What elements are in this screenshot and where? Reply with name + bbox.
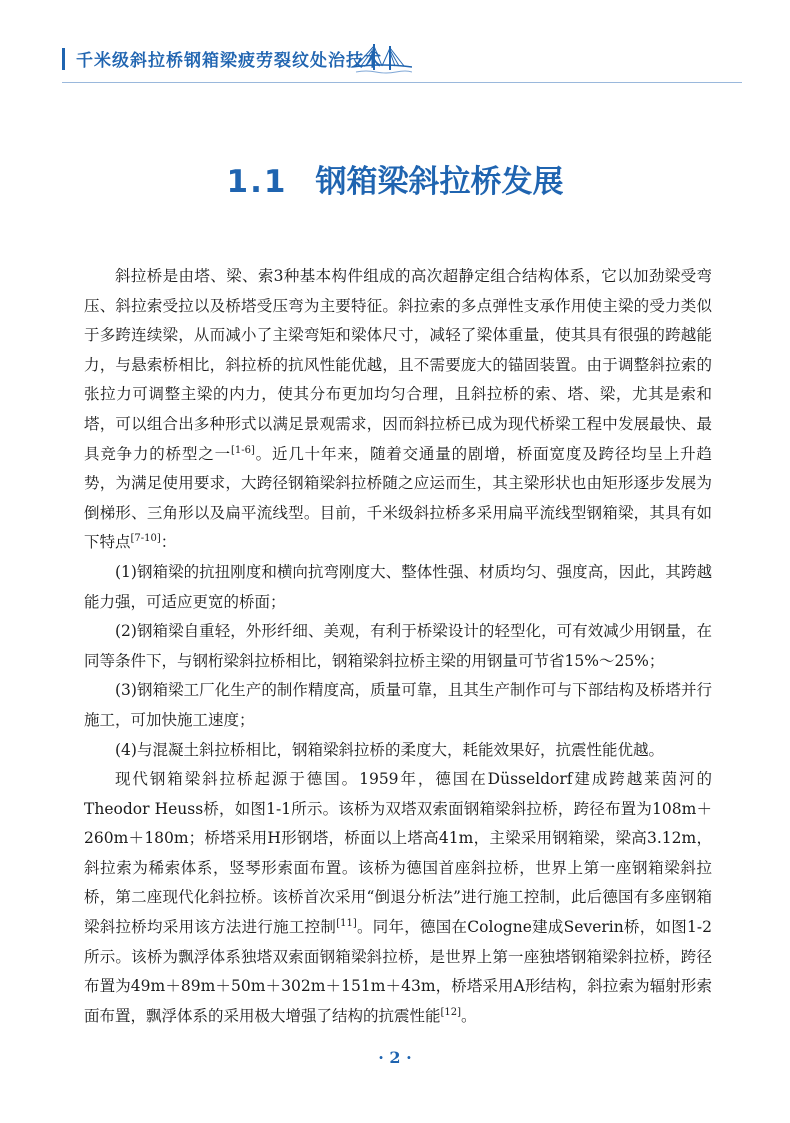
list-item: (2)钢箱梁自重轻，外形纤细、美观，有利于桥梁设计的轻型化，可有效减少用钢量，在同等条件下，与钢桁梁斜拉桥相比，钢箱梁斜拉桥主梁的用钢量可节省15%～25%； bbox=[84, 622, 712, 670]
citation: [11] bbox=[336, 918, 357, 930]
section-heading bbox=[0, 156, 790, 201]
header-title: 千米级斜拉桥钢箱梁疲劳裂纹处治技术 bbox=[76, 51, 382, 71]
list-item: (1)钢箱梁的抗扭刚度和横向抗弯刚度大、整体性强、材质均匀、强度高，因此，其跨越能力强，可适应更宽的桥面； bbox=[84, 562, 712, 611]
section-number: 1.1 bbox=[226, 164, 288, 200]
page-number: · 2 · bbox=[378, 1048, 412, 1067]
paragraph: 斜拉桥是由塔、梁、索3种基本构件组成的高次超静定组合结构体系，它以加劲梁受弯压、斜拉索受拉以及桥塔受压弯为主要特征。斜拉索的多点弹性支承作用使主梁的受力类似于多跨连续梁，从而减小了主梁弯矩和梁体尺寸，减轻了梁体重量，使其具有很强的跨越能力，与悬索桥相比，斜拉桥的抗风性能优越，且不需要庞大的锚固装置。由于调整斜拉索的张拉力可调整主梁的内力，使其分布更加均匀合理，且斜拉桥的索、塔、梁，尤其是索和塔，可以组合出多种形式以满足景观需求，因而斜拉桥已成为现代桥梁工程中发展最快、最具竞争力的桥型之一[1-6]。近几十年来，随着交通量的剧增，桥面宽度及跨径均呈上升趋势，为满足使用要求，大跨径钢箱梁斜拉桥随之应运而生，其主梁形状也由矩形逐步发展为倒梯形、三角形以及扁平流线型。目前，千米级斜拉桥多采用扁平流线型钢箱梁，其具有如下特点[7-10]： bbox=[84, 267, 712, 552]
citation: [7-10] bbox=[130, 533, 161, 545]
list-item: (3)钢箱梁工厂化生产的制作精度高，质量可靠，且其生产制作可与下部结构及桥塔并行施工，可加快施工速度； bbox=[84, 681, 712, 729]
body-text bbox=[84, 262, 712, 1031]
header-rule bbox=[62, 82, 742, 83]
header-accent-bar bbox=[62, 48, 65, 70]
running-header bbox=[62, 42, 742, 86]
section-title: 钢箱梁斜拉桥发展 bbox=[315, 164, 564, 200]
citation: [12] bbox=[440, 1006, 462, 1018]
paragraph: 现代钢箱梁斜拉桥起源于德国。1959年，德国在Düsseldorf建成跨越莱茵河的Theodor Heuss桥，如图1-1所示。该桥为双塔双索面钢箱梁斜拉桥，跨径布置为108m＋260m＋180m；桥塔采用H形钢塔，桥面以上塔高41m，主梁采用钢箱梁，梁高3.12m，斜拉索为稀索体系，竖琴形索面布置。该桥为德国首座斜拉桥，世界上第一座钢箱梁斜拉桥，第二座现代化斜拉桥。该桥首次采用“倒退分析法”进行施工控制，此后德国有多座钢箱梁斜拉桥均采用该方法进行施工控制[11]。同年，德国在Cologne建成Severin桥，如图1-2所示。该桥为飘浮体系独塔双索面钢箱梁斜拉桥，是世界上第一座独塔钢箱梁斜拉桥，跨径布置为49m＋89m＋50m＋302m＋151m＋43m，桥塔采用A形结构，斜拉索为辐射形索面布置，飘浮体系的采用极大增强了结构的抗震性能[12]。 bbox=[84, 770, 712, 1025]
citation: [1-6] bbox=[230, 444, 255, 456]
list-item: (4)与混凝土斜拉桥相比，钢箱梁斜拉桥的柔度大，耗能效果好，抗震性能优越。 bbox=[115, 740, 664, 759]
cable-stayed-bridge-icon bbox=[352, 42, 412, 76]
